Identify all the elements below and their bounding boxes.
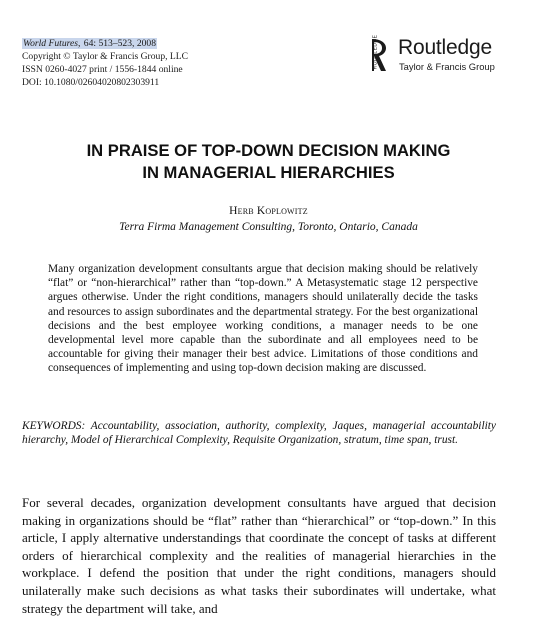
issn-line: ISSN 0260-4027 print / 1556-1844 online: [22, 64, 183, 75]
body-paragraph: For several decades, organization development consultants have argued that decision making in organizations should be “flat” rather than “hierarchical” or “top-down.” In this article, I apply alternative understandings that coordinate the concept of tasks at different orders of hierarchical complexity and the realities of managerial hierarchies in the workplace. I defend the position that under the right conditions, managers should unilaterally make such decisions as what tasks their subordinates will undertake, what strategy the department will take, and: [22, 495, 496, 616]
publisher-group: Taylor & Francis Group: [399, 61, 495, 72]
publisher-brand: Routledge: [398, 36, 492, 59]
keywords: KEYWORDS: Accountability, association, authority, complexity, Jaques, managerial accountability hierarchy, Model of Hierarchical Complexity, Requisite Organization, stratum, time span, trust.: [22, 420, 496, 447]
journal-name: World Futures,: [23, 38, 81, 49]
publisher-logo: [362, 36, 512, 76]
title-line-1: IN PRAISE OF TOP-DOWN DECISION MAKING: [86, 141, 451, 160]
journal-citation: [22, 37, 188, 50]
article-metadata: [22, 37, 188, 89]
title-line-2: IN MANAGERIAL HIERARCHIES: [142, 163, 395, 182]
abstract: Many organization development consultants argue that decision making should be relatively “flat” or “non-hierarchical” rather than “top-down.” A Metasystematic stage 12 perspective argues otherwise. Under the right conditions, managers should unilaterally decide the tasks and resources to assign subordinates and the departmental strategy. For the best organizational decisions and the best employee working conditions, a manager needs to be one developmental level more capable than the subordinate and all employees need to be accountable for giving their manager their best advice. Limitations of those conditions and consequences of implementing and using top-down decision making are discussed.: [48, 263, 478, 375]
article-title: [0, 140, 537, 184]
author-name: Herb Koplowitz: [229, 205, 308, 217]
doi-line: DOI: 10.1080/02604020802303911: [22, 77, 160, 88]
author-affiliation: Terra Firma Management Consulting, Toronto, Ontario, Canada: [119, 221, 418, 233]
copyright-line: Copyright © Taylor & Francis Group, LLC: [22, 51, 189, 62]
journal-volume-pages: 64: 513–523, 2008: [81, 38, 157, 49]
mark-vertical-text: ROUTLEDGE: [372, 34, 379, 70]
